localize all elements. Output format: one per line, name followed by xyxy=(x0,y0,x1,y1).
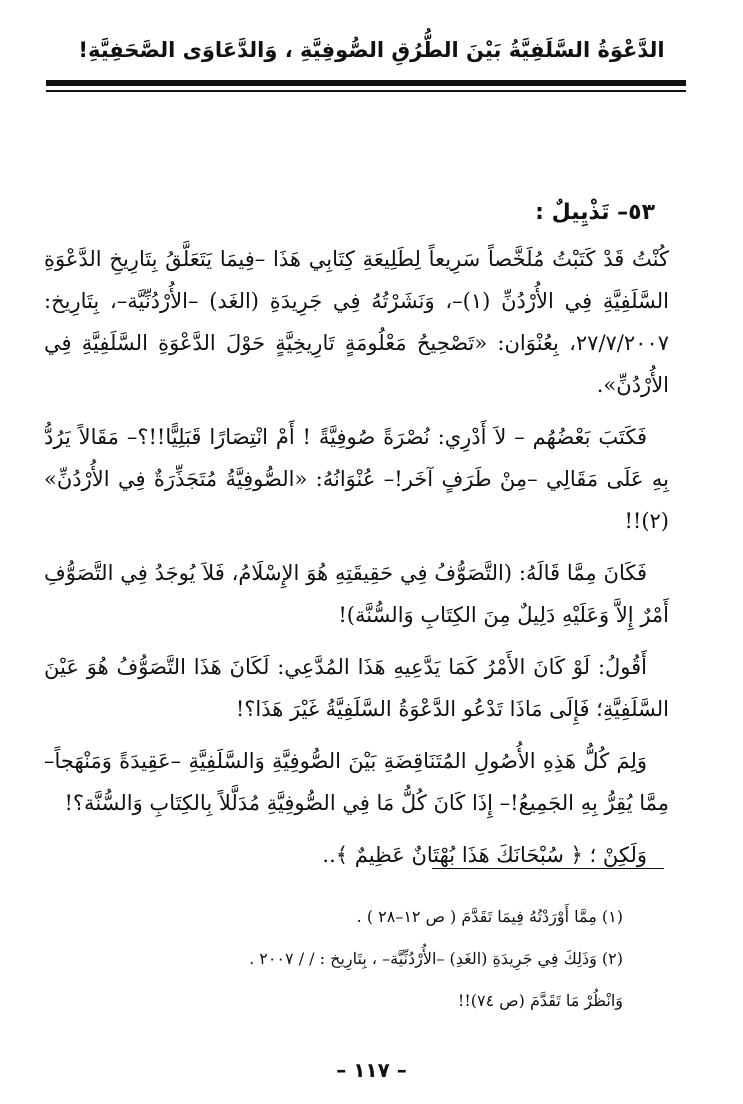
paragraph: كُنْتُ قَدْ كَتَبْتُ مُلَخَّصاً سَرِيعاً لِطَلِيعَةِ كِتَابِي هَذَا –فِيمَا يَتَعَلَّقُ بِتَارِيخِ الدَّعْوَةِ السَّلَفِيَّةِ فِي الأُرْدُنِّ (١)–، وَنَشَرْتُهُ فِي جَرِيدَةِ (الغَد) –الأُرْدُنِّيَّة–، بِتَارِيخ: ٢٧/٧/٢٠٠٧، بِعُنْوَان: «تَصْحِيحُ مَعْلُومَةٍ تَارِيخِيَّةٍ حَوْلَ الدَّعْوَةِ السَّلَفِيَّةِ فِي الأُرْدُنِّ». xyxy=(44,247,670,397)
paragraph: وَلَكِنْ ؛ ﴿ سُبْحَانَكَ هَذَا بُهْتَانٌ عَظِيمٌ ﴾.. xyxy=(322,843,647,867)
footnote: وَانْظُرْ مَا تَقَدَّمَ (ص ٧٤)!! xyxy=(457,991,623,1010)
page-number: – ١١٧ – xyxy=(336,1058,407,1082)
paragraph: وَلِمَ كُلُّ هَذِهِ الأُصُولِ المُتَنَاقِضَةِ بَيْنَ الصُّوفِيَّةِ وَالسَّلَفِيَّةِ –عَقِيدَةً وَمَنْهَجاً– مِمَّا يُقِرُّ بِهِ الجَمِيعُ!– إِذَا كَانَ كُلُّ مَا فِي الصُّوفِيَّةِ مُدَلَّلاً بِالكِتَابِ وَالسُّنَّة؟! xyxy=(44,749,669,815)
header-rule-thin xyxy=(46,90,686,92)
paragraph: فَكَتَبَ بَعْضُهُم – لاَ أَدْرِي: نُصْرَةً صُوفِيَّةً ! أَمْ انْتِصَارًا قَبَلِيًّا!!؟– مَقَالاً يَرُدُّ بِهِ عَلَى مَقَالِي –مِنْ طَرَفٍ آخَر!– عُنْوَانُهُ: «الصُّوفِيَّةُ مُتَجَذِّرَةٌ فِي الأُرْدُنِّ» (٢)!! xyxy=(44,425,669,533)
running-title: الدَّعْوَةُ السَّلَفِيَّةُ بَيْنَ الطُّرُقِ الصُّوفِيَّةِ ، وَالدَّعَاوَى الصَّحَفِيَّةِ! xyxy=(78,38,665,62)
footnote: (٢) وَذَلِكَ فِي جَرِيدَةِ (الغَدِ) –الأُرْدُنِّيَّة– ، بِتَارِيخ : / / ٢٠٠٧ . xyxy=(249,949,623,968)
paragraph: أَقُولُ: لَوْ كَانَ الأَمْرُ كَمَا يَدَّعِيهِ هَذَا المُدَّعِي: لَكَانَ هَذَا التَّصَوُّفُ هُوَ عَيْنَ السَّلَفِيَّةِ؛ فَإِلَى مَاذَا تَدْعُو الدَّعْوَةُ السَّلَفِيَّةُ غَيْرَ هَذَا؟! xyxy=(44,655,669,721)
body-text xyxy=(44,238,669,886)
paragraph: فَكَانَ مِمَّا قَالَهُ: (التَّصَوُّفُ فِي حَقِيقَتِهِ هُوَ الإِسْلَامُ، فَلاَ يُوجَدُ فِي التَّصَوُّفِ أَمْرٌ إِلاَّ وَعَلَيْهِ دَلِيلٌ مِنَ الكِتَابِ وَالسُّنَّة)! xyxy=(44,561,669,627)
footnote: (١) مِمَّا أَوْرَدْتُهُ فِيمَا تَقَدَّمَ ( ص ١٢–٢٨ ) . xyxy=(356,907,623,926)
header-rule-thick xyxy=(46,80,686,86)
section-heading: ٥٣– تَذْيِيلٌ : xyxy=(535,200,655,225)
footnotes xyxy=(150,896,623,1022)
footnote-separator xyxy=(432,868,664,869)
